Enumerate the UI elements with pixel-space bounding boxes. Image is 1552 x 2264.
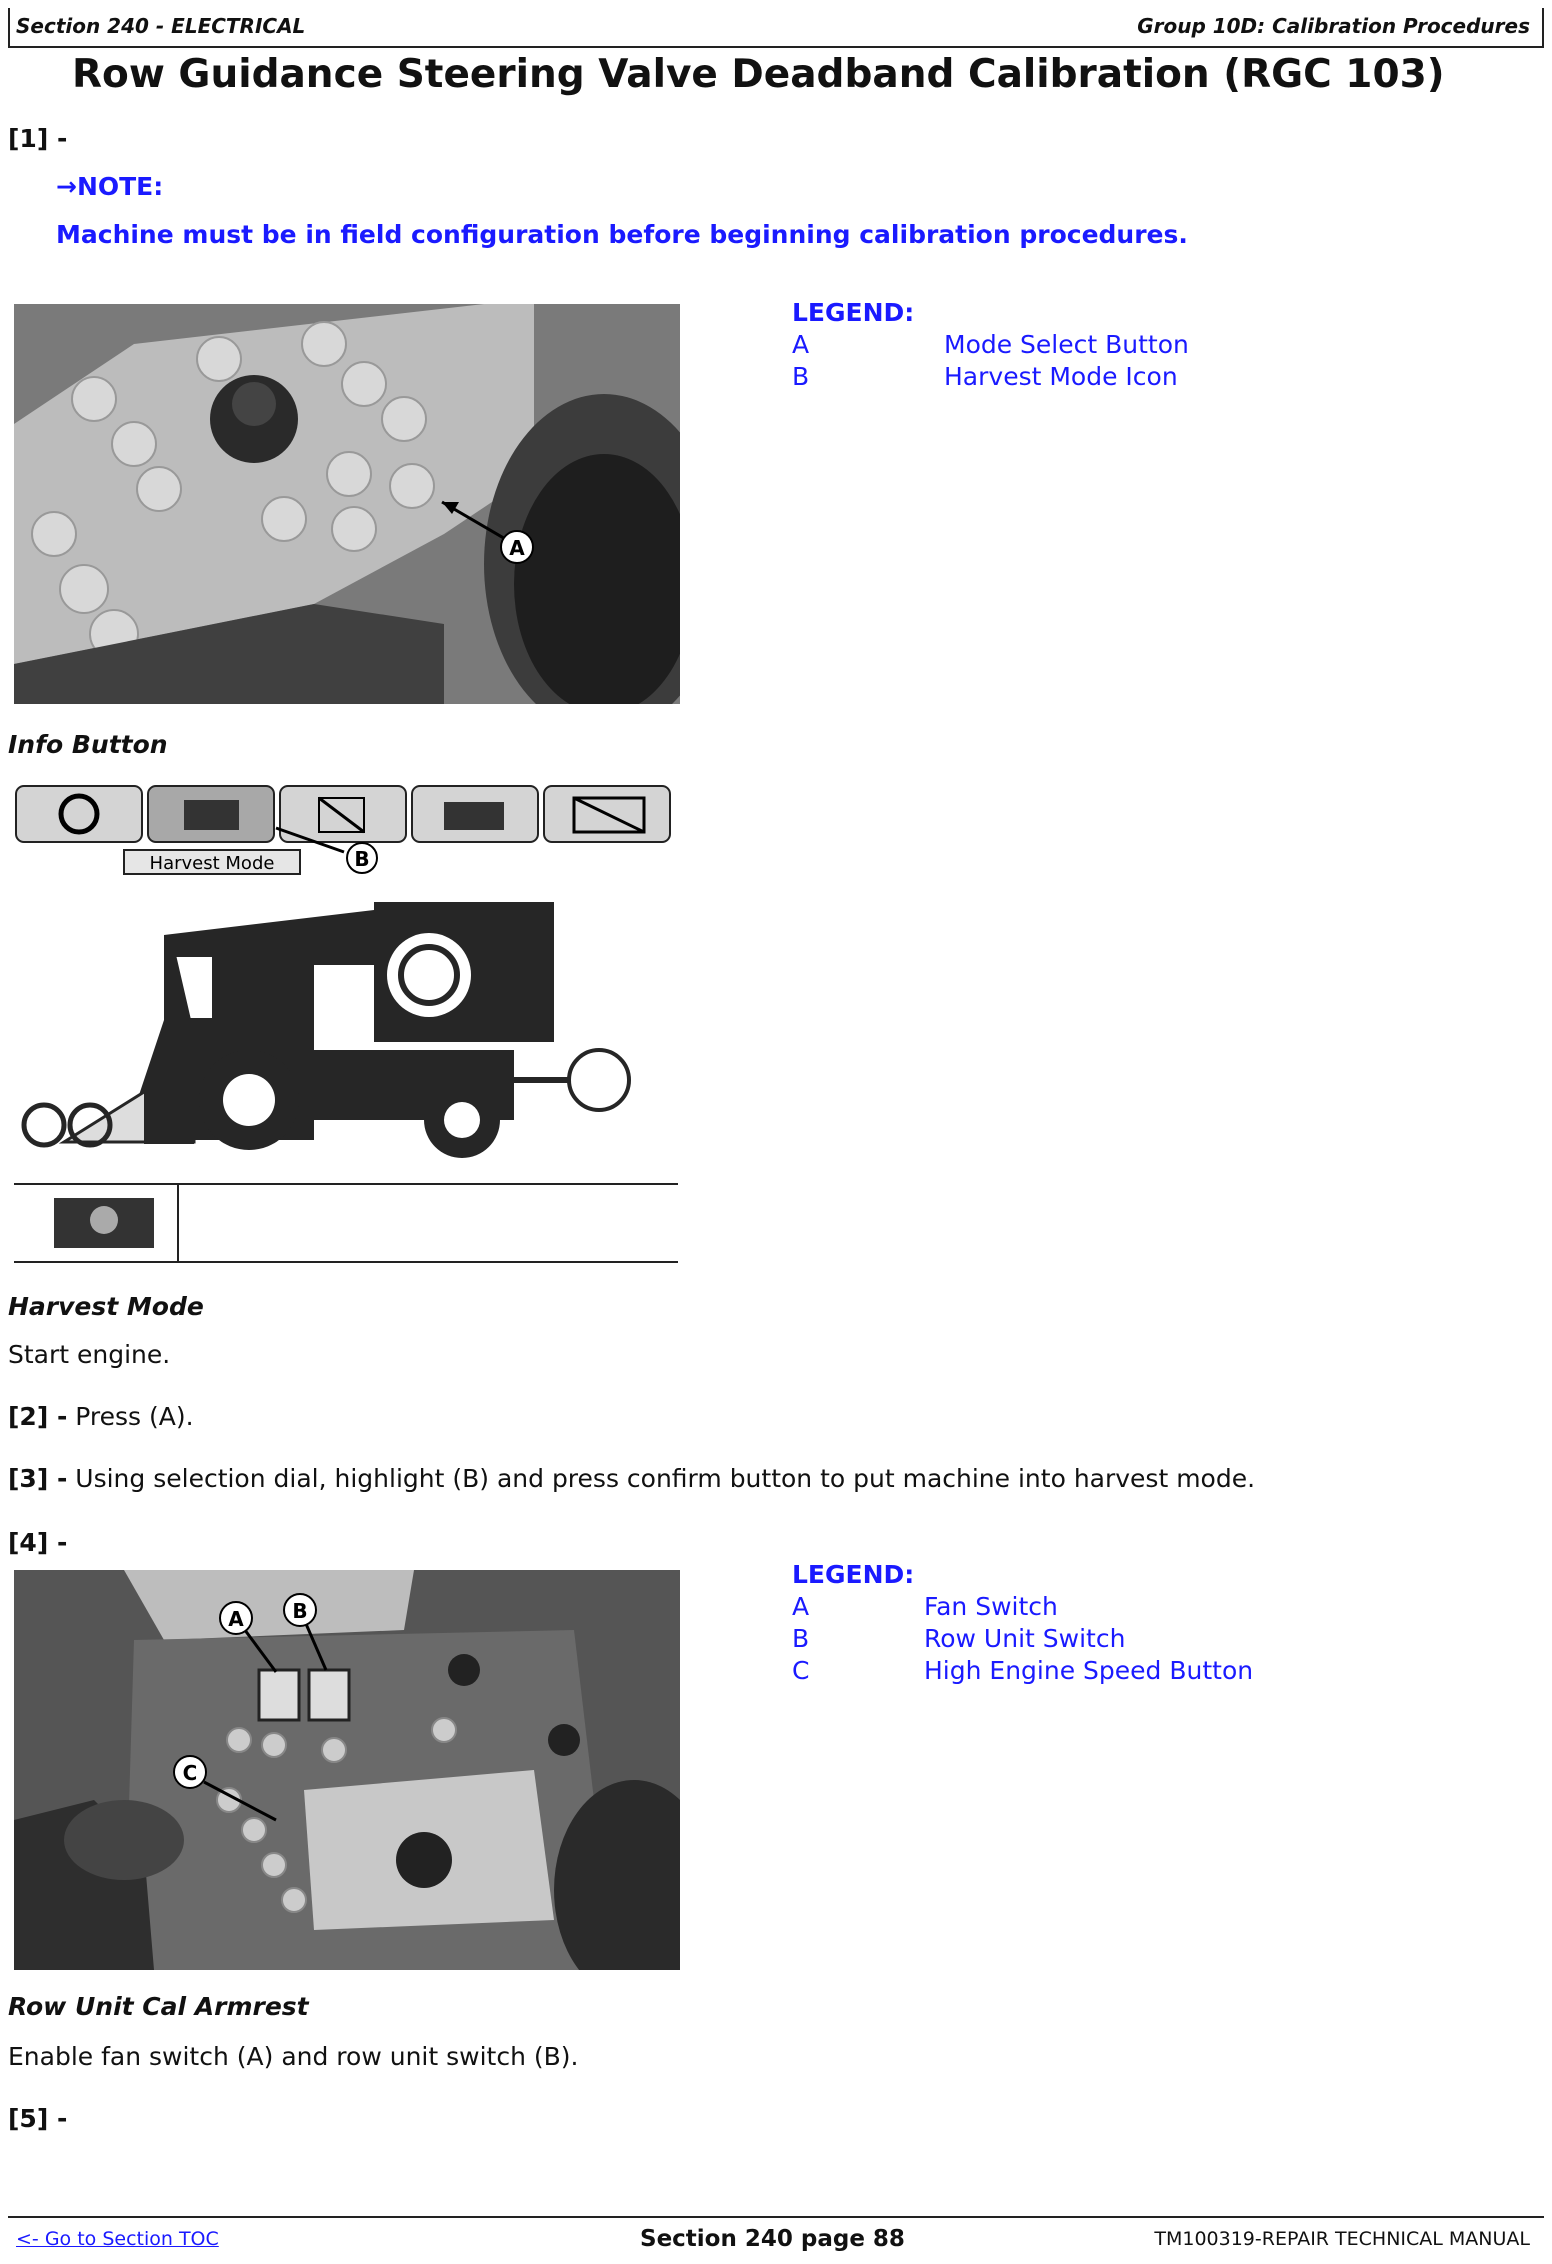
fig3-callout-c: C: [182, 1761, 198, 1785]
manual-id: TM100319-REPAIR TECHNICAL MANUAL: [1154, 2228, 1530, 2250]
step-5-number: [5] -: [8, 2104, 68, 2133]
legend-2-heading: LEGEND:: [792, 1560, 915, 1589]
legend-2-value-b: Row Unit Switch: [924, 1624, 1126, 1653]
legend-1-value-b: Harvest Mode Icon: [944, 362, 1178, 391]
footer-divider: [8, 2216, 1544, 2218]
legend-2-value-c: High Engine Speed Button: [924, 1656, 1254, 1685]
harvest-mode-screen: [14, 780, 680, 1264]
fig1-caption: Info Button: [8, 730, 168, 759]
fig1-callout-a: A: [509, 536, 525, 560]
fig2-caption: Harvest Mode: [8, 1292, 204, 1321]
fig3-callout-b: B: [292, 1599, 308, 1623]
legend-2-key-a: A: [792, 1592, 810, 1621]
go-to-section-toc-link[interactable]: <- Go to Section TOC: [16, 2228, 219, 2250]
fig2-callout-b: B: [354, 847, 370, 871]
info-button-photo: [14, 304, 680, 704]
step-3-text: Using selection dial, highlight (B) and press confirm button to put machine into harvest mode.: [75, 1464, 1256, 1493]
enable-switches-text: Enable fan switch (A) and row unit switch (B).: [8, 2042, 579, 2071]
step-3: [8, 1464, 1255, 1493]
start-engine-text: Start engine.: [8, 1340, 171, 1369]
section-label: Section 240 - ELECTRICAL: [16, 14, 306, 38]
step-2-number: [2] -: [8, 1402, 68, 1431]
step-2-text: Press (A).: [75, 1402, 194, 1431]
legend-1-heading: LEGEND:: [792, 298, 915, 327]
step-4-number: [4] -: [8, 1528, 68, 1557]
legend-2-value-a: Fan Switch: [924, 1592, 1058, 1621]
fig3-callout-a: A: [228, 1607, 244, 1631]
page-title: Row Guidance Steering Valve Deadband Calibration (RGC 103): [72, 52, 1445, 97]
harvest-mode-tab-label: Harvest Mode: [149, 853, 275, 874]
step-3-number: [3] -: [8, 1464, 68, 1493]
legend-2-key-c: C: [792, 1656, 810, 1685]
page-number: Section 240 page 88: [640, 2226, 905, 2252]
note-text: Machine must be in field configuration before beginning calibration procedures.: [56, 220, 1188, 249]
legend-2-key-b: B: [792, 1624, 810, 1653]
step-2: [8, 1402, 194, 1431]
armrest-photo: [14, 1570, 680, 1970]
step-1-number: [1] -: [8, 124, 68, 153]
legend-1-value-a: Mode Select Button: [944, 330, 1189, 359]
legend-1-key-b: B: [792, 362, 810, 391]
legend-1-key-a: A: [792, 330, 810, 359]
fig3-caption: Row Unit Cal Armrest: [8, 1992, 309, 2021]
note-heading: →NOTE:: [56, 172, 164, 201]
group-label: Group 10D: Calibration Procedures: [1137, 14, 1530, 38]
